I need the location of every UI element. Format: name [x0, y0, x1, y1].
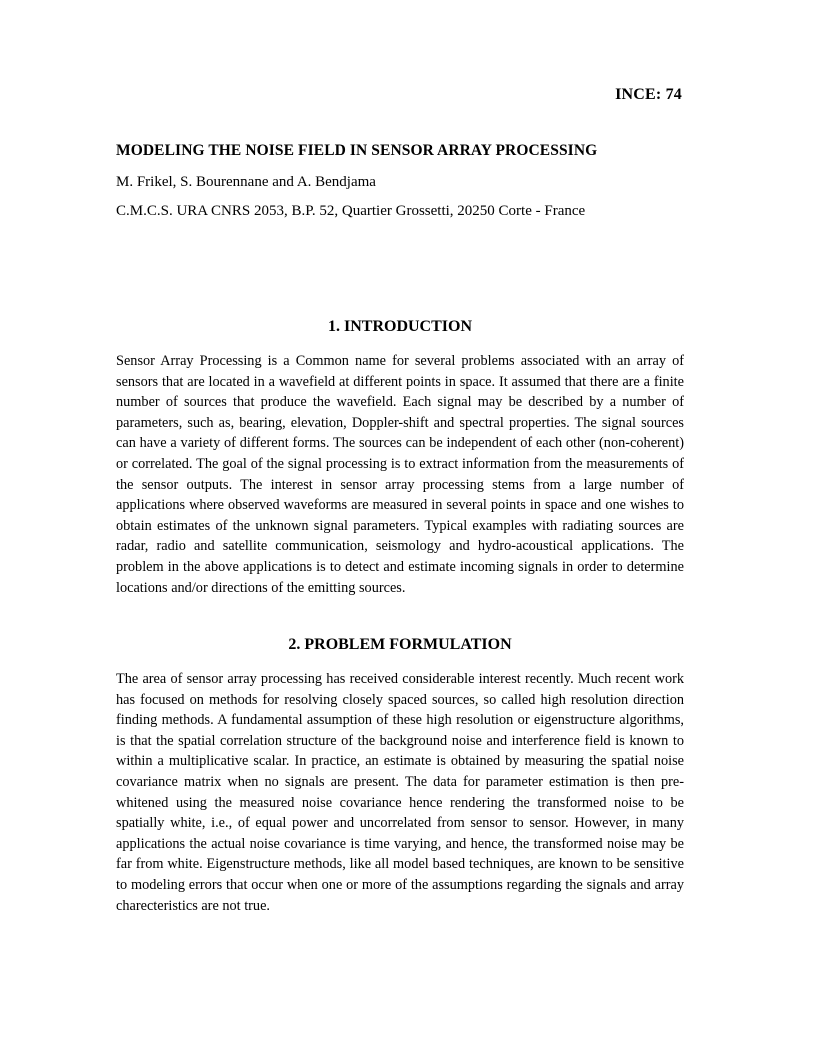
paper-affiliation: C.M.C.S. URA CNRS 2053, B.P. 52, Quartier Grossetti, 20250 Corte - France — [116, 203, 586, 219]
section-heading-introduction: 1. INTRODUCTION — [327, 318, 472, 335]
section-introduction — [116, 316, 684, 598]
paper-code: INCE: 74 — [615, 86, 682, 103]
section-heading-problem-formulation: 2. PROBLEM FORMULATION — [288, 636, 512, 653]
paper-authors: M. Frikel, S. Bourennane and A. Bendjama — [116, 174, 376, 190]
paper-title: MODELING THE NOISE FIELD IN SENSOR ARRAY PROCESSING — [116, 142, 598, 159]
section-body-problem-formulation: The area of sensor array processing has received considerable interest recently. Much recent work has focused on methods for resolving closely spaced sources, so called high resolution direction finding methods. A fundamental assumption of these high resolution or eigenstructure algorithms, is that the spatial correlation structure of the background noise and interference field is known to within a multiplicative scalar. In practice, an estimate is obtained by measuring the spatial noise covariance matrix when no signals are present. The data for parameter estimation is then pre-whitened using the measured noise covariance hence rendering the transformed noise to be spatially white, i.e., of equal power and uncorrelated from sensor to sensor. However, in many applications the actual noise covariance is time varying, and hence, the transformed noise may be far from white. Eigenstructure methods, like all model based techniques, are known to be sensitive to modeling errors that occur when one or more of the assumptions regarding the signals and array charecteristics are not true. — [116, 671, 684, 914]
section-problem-formulation — [116, 634, 684, 916]
section-body-introduction: Sensor Array Processing is a Common name for several problems associated with an array of sensors that are located in a wavefield at different points in space. It assumed that there are a finite number of sources that produce the wavefield. Each signal may be described by a number of parameters, such as, bearing, elevation, Doppler-shift and spectral properties. The signal sources can have a variety of different forms. The sources can be independent of each other (non-coherent) or correlated. The goal of the signal processing is to extract information from the measurements of the sensor outputs. The interest in sensor array processing stems from a large number of applications where observed waveforms are measured in several points in space and one wishes to obtain estimates of the unknown signal parameters. Typical examples with radiating sources are radar, radio and satellite communication, seismology and hydro-acoustical applications. The problem in the above applications is to detect and estimate incoming signals in order to determine locations and/or directions of the emitting sources. — [116, 353, 684, 596]
